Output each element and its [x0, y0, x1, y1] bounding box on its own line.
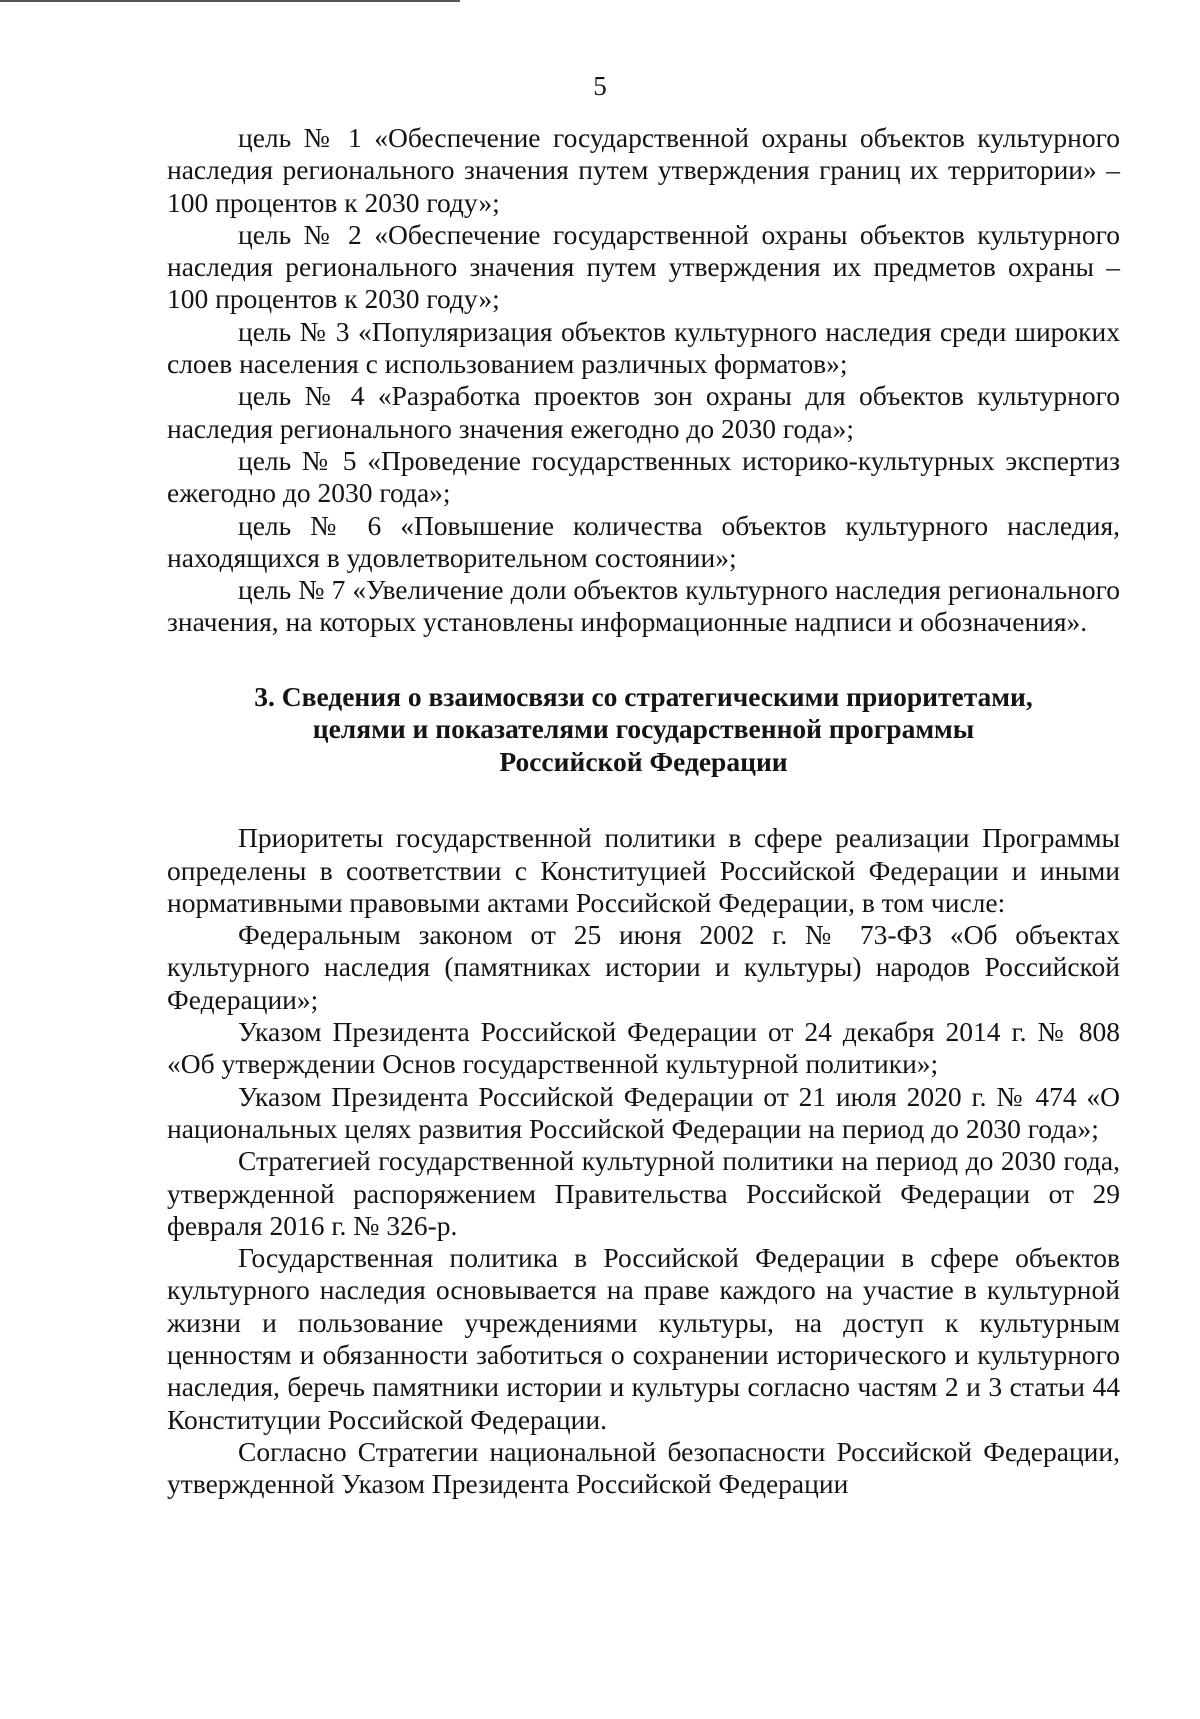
section-heading: [167, 681, 1120, 779]
body-paragraph: Указом Президента Российской Федерации от 21 июля 2020 г. № 474 «О национальных целях развития Российской Федерации на период до 2030 года»;: [167, 1080, 1120, 1144]
goal-paragraph: цель № 5 «Проведение государственных историко-культурных экспертиз ежегодно до 2030 года»;: [167, 444, 1120, 509]
goal-paragraph: цель № 1 «Обеспечение государственной охраны объектов культурного наследия регионального значения путем утверждения границ их территории» – 100 процентов к 2030 году»;: [167, 122, 1120, 218]
body-paragraph: Государственная политика в Российской Федерации в сфере объектов культурного наследия основывается на праве каждого на участие в культурной жизни и пользование учреждениями культуры, на доступ к культурным ценностям и обязанности заботиться о сохранении исторического и культурного наследия, беречь памятники истории и культуры согласно частям 2 и 3 статьи 44 Конституции Российской Федерации.: [167, 1242, 1120, 1435]
goal-paragraph: цель № 7 «Увеличение доли объектов культурного наследия регионального значения, на которых установлены информационные надписи и обозначения».: [167, 574, 1120, 638]
body-paragraph: Стратегией государственной культурной политики на период до 2030 года, утвержденной распоряжением Правительства Российской Федерации от 29 февраля 2016 г. № 326-р.: [167, 1145, 1120, 1241]
goal-paragraph: цель № 6 «Повышение количества объектов культурного наследия, находящихся в удовлетворительном состоянии»;: [167, 509, 1120, 573]
goals-list: [167, 122, 1120, 639]
goal-paragraph: цель № 3 «Популяризация объектов культурного наследия среди широких слоев населения с использованием различных форматов»;: [167, 315, 1120, 380]
section-body: [167, 822, 1120, 1500]
body-paragraph: Указом Президента Российской Федерации от 24 декабря 2014 г. № 808 «Об утверждении Основ государственной культурной политики»;: [167, 1016, 1120, 1080]
document-body: [167, 122, 1120, 1500]
section-heading-line: целями и показателями государственной программы: [312, 713, 975, 745]
goal-paragraph: цель № 2 «Обеспечение государственной охраны объектов культурного наследия регионального значения путем утверждения их предметов охраны – 100 процентов к 2030 году»;: [167, 218, 1120, 315]
top-rule: [0, 0, 460, 2]
body-paragraph: Федеральным законом от 25 июня 2002 г. № 73-ФЗ «Об объектах культурного наследия (памятниках истории и культуры) народов Российской Федерации»;: [167, 919, 1120, 1015]
section-heading-line: Российской Федерации: [499, 745, 788, 777]
body-paragraph: Согласно Стратегии национальной безопасности Российской Федерации, утвержденной Указом Президента Российской Федерации: [167, 1435, 1120, 1500]
body-paragraph: Приоритеты государственной политики в сфере реализации Программы определены в соответствии с Конституцией Российской Федерации и иными нормативными правовыми актами Российской Федерации, в том числе:: [167, 822, 1120, 918]
page-number: 5: [593, 71, 607, 101]
goal-paragraph: цель № 4 «Разработка проектов зон охраны для объектов культурного наследия регионального значения ежегодно до 2030 года»;: [167, 380, 1120, 444]
section-heading-line: 3. Сведения о взаимосвязи со стратегическими приоритетами,: [254, 680, 1033, 712]
